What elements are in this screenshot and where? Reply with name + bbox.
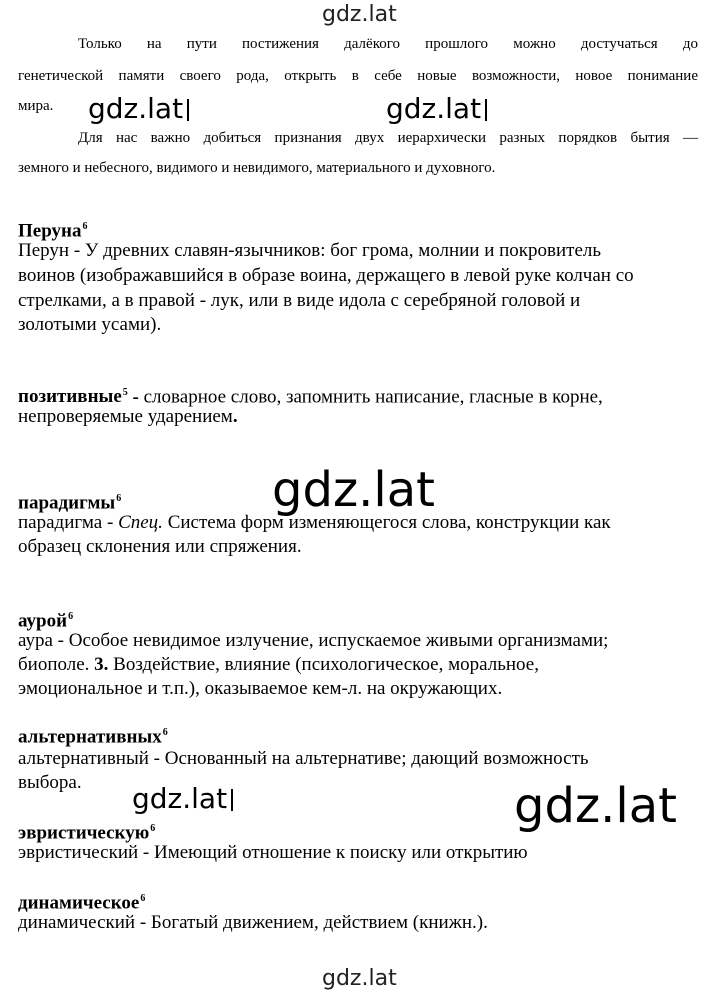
entry-heading-alternativnykh: альтернативных$^6$ <box>18 726 168 748</box>
intro-p2-line1: Для нас важно добиться признания двух иерархически разных порядков бытия — <box>78 130 698 146</box>
watermark-lower-right-large: gdz.lat <box>514 778 677 834</box>
entry-auroy-line1: аура - Особое невидимое излучение, испускаемое живыми организмами; <box>18 630 609 651</box>
entry-paradigmy-line1: парадигма - Спец. Система форм изменяющегося слова, конструкции как <box>18 512 611 533</box>
entry-auroy-line2: биополе. 3. Воздействие, влияние (психологическое, моральное, <box>18 654 539 675</box>
entry-heading-dinamicheskoe: динамическое$^6$ <box>18 892 146 914</box>
watermark-mid-left: gdz.lat <box>88 92 189 125</box>
entry-text-line: стрелками, а в правой - лук, или в виде идола с серебряной головой и <box>18 290 581 311</box>
entry-heading-paradigmy: парадигмы$^6$ <box>18 492 122 514</box>
entry-paradigmy-line2: образец склонения или спряжения. <box>18 536 302 557</box>
entry-heading-auroy: аурой$^6$ <box>18 610 74 632</box>
entry-positivnye-line2: непроверяемые ударением. <box>18 406 238 427</box>
intro-p1-line1: Только на пути постижения далёкого прошлого можно достучаться до <box>78 36 698 52</box>
entry-auroy-line3: эмоциональное и т.п.), оказываемое кем-л. на окружающих. <box>18 678 503 699</box>
entry-alternativnykh-line1: альтернативный - Основанный на альтернативе; дающий возможность <box>18 748 589 769</box>
entry-heading-peruna: Перуна$^6$ <box>18 220 88 242</box>
watermark-lower-left: gdz.lat <box>132 782 233 815</box>
entry-text-line: воинов (изображавшийся в образе воина, держащего в левой руке колчан со <box>18 265 634 286</box>
entry-text-line: золотыми усами). <box>18 314 162 335</box>
watermark-mid-right: gdz.lat <box>386 92 487 125</box>
watermark-top: gdz.lat <box>322 2 397 27</box>
entry-positivnye-line1: позитивные$^5$ - словарное слово, запомнить написание, гласные в корне, <box>18 386 603 408</box>
intro-p1-line3: мира. <box>18 98 54 114</box>
entry-heading-positivnye: позитивные$^5$ <box>18 386 128 408</box>
watermark-center-large: gdz.lat <box>272 462 435 518</box>
intro-p1-line2: генетической памяти своего рода, открыть в себе новые возможности, новое понимание <box>18 68 698 84</box>
watermark-bottom: gdz.lat <box>322 966 397 991</box>
entry-alternativnykh-line2: выбора. <box>18 772 82 793</box>
entry-evristicheskuyu-line1: эвристический - Имеющий отношение к поиску или открытию <box>18 842 528 863</box>
entry-heading-evristicheskuyu: эвристическую$^6$ <box>18 822 156 844</box>
entry-text-line: Перун - У древних славян-язычников: бог грома, молнии и покровитель <box>18 240 602 261</box>
intro-p2-line2: земного и небесного, видимого и невидимого, материального и духовного. <box>18 160 496 176</box>
entry-dinamicheskoe-line1: динамический - Богатый движением, действием (книжн.). <box>18 912 488 933</box>
